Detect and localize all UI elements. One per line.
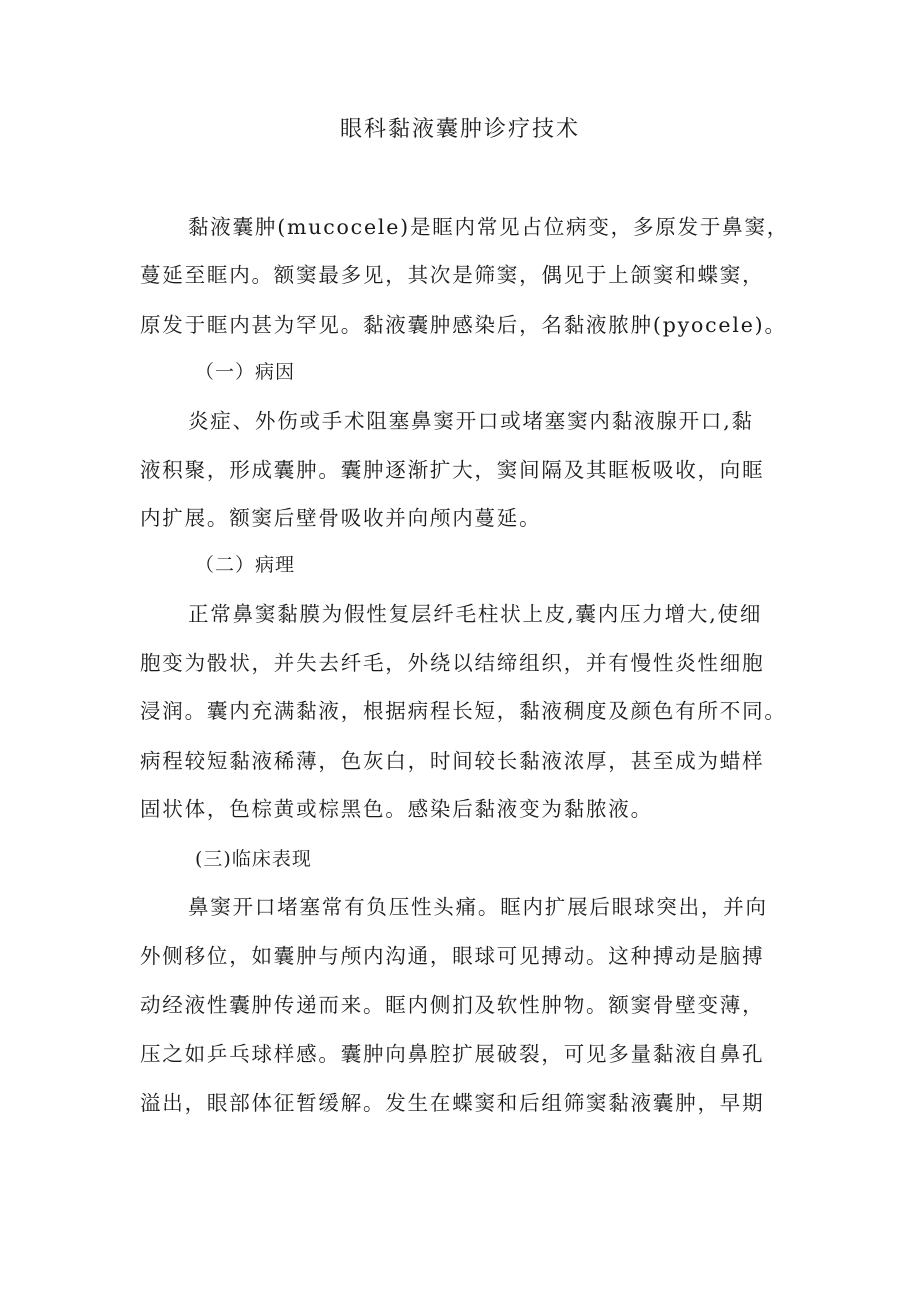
paragraph-line: 黏液囊肿(mucocele)是眶内常见占位病变，多原发于鼻窦， [188, 215, 790, 239]
paragraph-line: 外侧移位，如囊肿与颅内沟通，眼球可见搏动。这种搏动是脑搏 [140, 944, 765, 968]
paragraph-line: 炎症、外伤或手术阻塞鼻窦开口或堵塞窦内黏液腺开口,黏 [188, 409, 754, 433]
section-heading-pathology: （二）病理 [195, 554, 296, 576]
paragraph-line: 原发于眶内甚为罕见。黏液囊肿感染后，名黏液脓肿(pyocele)。 [140, 313, 787, 337]
paragraph-line: 内扩展。额窦后壁骨吸收并向颅内蔓延。 [140, 506, 542, 530]
paragraph-line: 液积聚，形成囊肿。囊肿逐渐扩大，窦间隔及其眶板吸收，向眶 [140, 458, 765, 482]
paragraph-line: 溢出，眼部体征暂缓解。发生在蝶窦和后组筛窦黏液囊肿，早期 [140, 1091, 765, 1115]
paragraph-line: 压之如乒乓球样感。囊肿向鼻腔扩展破裂，可见多量黏液自鼻孔 [140, 1042, 765, 1066]
paragraph-line: 蔓延至眶内。额窦最多见，其次是筛窦，偶见于上颌窦和蝶窦， [140, 263, 765, 287]
paragraph-line: 动经液性囊肿传递而来。眶内侧扪及软性肿物。额窦骨壁变薄， [140, 993, 765, 1017]
paragraph-line: 浸润。囊内充满黏液，根据病程长短，黏液稠度及颜色有所不同。 [140, 699, 787, 723]
section-heading-clinical: (三)临床表现 [195, 848, 312, 870]
paragraph-line: 固状体，色棕黄或棕黑色。感染后黏液变为黏脓液。 [140, 797, 653, 821]
paragraph-line: 病程较短黏液稀薄，色灰白，时间较长黏液浓厚，甚至成为蜡样 [140, 749, 765, 773]
paragraph-line: 鼻窦开口堵塞常有负压性头痛。眶内扩展后眼球突出，并向 [188, 895, 768, 919]
section-heading-cause: （一）病因 [195, 361, 296, 383]
paragraph-line: 胞变为骰状，并失去纤毛，外绕以结缔组织，并有慢性炎性细胞 [140, 651, 765, 675]
paragraph-line: 正常鼻窦黏膜为假性复层纤毛柱状上皮,囊内压力增大,使细 [188, 602, 763, 626]
document-title: 眼科黏液囊肿诊疗技术 [339, 117, 580, 142]
